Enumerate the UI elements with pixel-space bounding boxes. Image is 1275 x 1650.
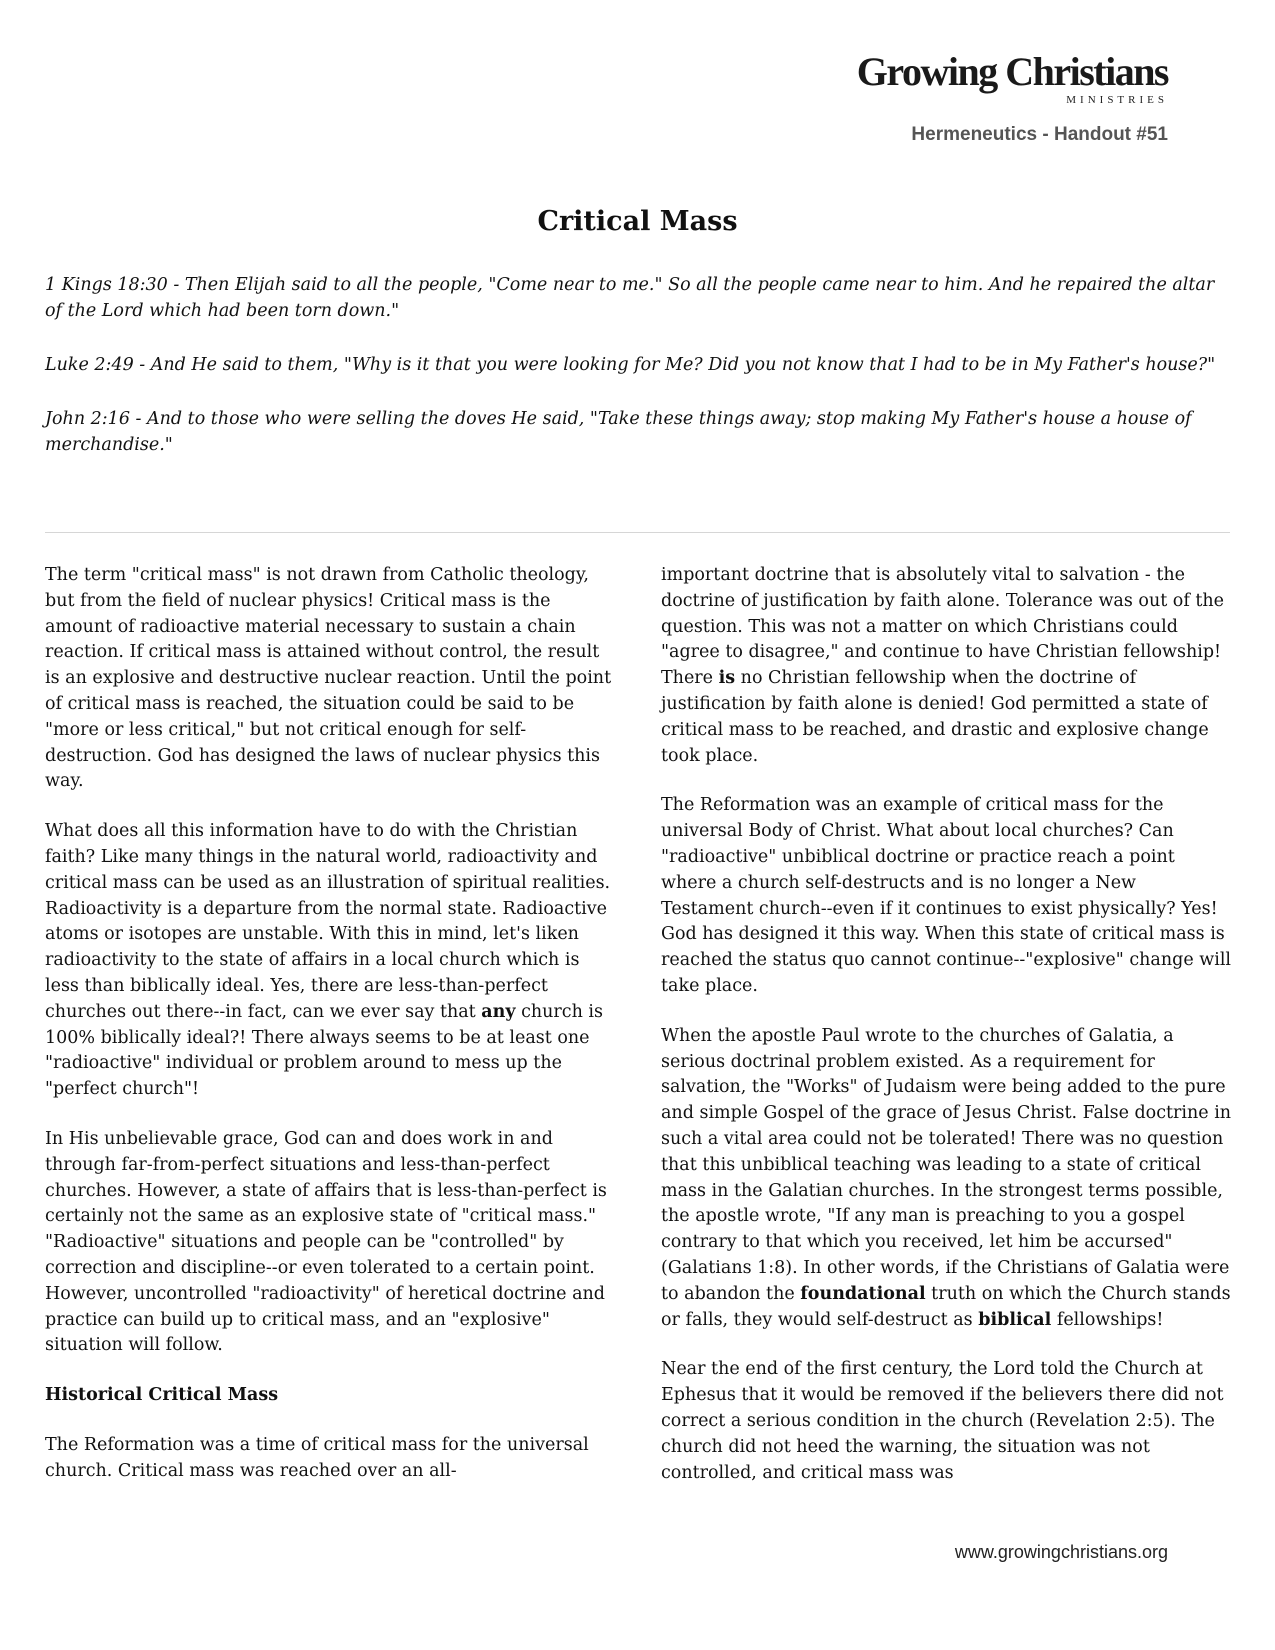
section-heading-historical: Historical Critical Mass (45, 1385, 279, 1406)
emphasis-biblical: biblical (978, 1309, 1052, 1330)
text-span: truth on which the Church stands or falls, they would self-destruct as (661, 1283, 1231, 1330)
text-span: fellowships! (1051, 1309, 1164, 1330)
text-span: no Christian fellowship when the doctrine of justification by faith alone is denied! God permitted a state of critical mass to be reached, and drastic and explosive change took place. (661, 668, 1209, 766)
text-span: church is 100% biblically ideal?! There always seems to be at least one "radioactive" individual or problem around to mess up the "perfect church"! (45, 1001, 603, 1100)
verse-luke: Luke 2:49 - And He said to them, "Why is it that you were looking for Me? Did you not know that I had to be in My Father's house?" (45, 355, 1216, 375)
ministry-logo (856, 49, 1168, 106)
logo-wordmark: Growing Christians (856, 49, 1168, 94)
paragraph-ephesus: Near the end of the first century, the Lord told the Church at Ephesus that it would be removed if the believers there did not correct a serious condition in the church (Revelation 2:5). The church did not heed the warning, the situation was not controlled, and critical mass was (661, 1359, 1224, 1483)
emphasis-foundational: foundational (800, 1283, 926, 1304)
text-span: When the apostle Paul wrote to the churches of Galatia, a serious doctrinal problem existed. As a requirement for salvation, the "Works" of Judaism were being added to the pure and simple Gospel of the grace of Jesus Christ. False doctrine in such a vital area could not be tolerated! There was no question that this unbiblical teaching was leading to a state of critical mass in the Galatian churches. In the strongest terms possible, the apostle wrote, "If any man is preaching to you a gospel contrary to that which you received, let him be accursed" (Galatians 1:8). In other words, if the Christians of Galatia were to abandon the (661, 1025, 1232, 1304)
scripture-verses (45, 272, 1230, 486)
verse-1-kings: 1 Kings 18:30 - Then Elijah said to all the people, "Come near to me." So all the people came near to him. And he repaired the altar of the Lord which had been torn down." (45, 275, 1215, 321)
emphasis-is: is (718, 668, 736, 689)
section-divider (45, 532, 1230, 533)
emphasis-any: any (481, 1001, 516, 1022)
handout-label: Hermeneutics - Handout #51 (911, 124, 1168, 145)
verse-john: John 2:16 - And to those who were selling the doves He said, "Take these things away; stop making My Father's house a house of merchandise." (45, 409, 1192, 455)
right-column (661, 563, 1233, 1486)
paragraph-justification (661, 563, 1233, 769)
paragraph-critical-mass-definition: The term "critical mass" is not drawn from Catholic theology, but from the field of nuclear physics! Critical mass is the amount of radioactive material necessary to sustain a chain reaction. If critical mass is attained without control, the result is an explosive and destructive nuclear reaction. Until the point of critical mass is reached, the situation could be said to be "more or less critical," but not critical enough for self-destruction. God has designed the laws of nuclear physics this way. (45, 565, 612, 792)
page-title: Critical Mass (537, 206, 738, 237)
left-column (45, 563, 617, 1485)
text-span: What does all this information have to do with the Christian faith? Like many things in the natural world, radioactivity and critical mass can be used as an illustration of spiritual realities. Radioactivity is a departure from the normal state. Radioactive atoms or isotopes are unstable. With this in mind, let's liken radioactivity to the state of affairs in a local church which is less than biblically ideal. Yes, there are less-than-perfect churches out there--in fact, can we ever say that (45, 821, 611, 1022)
text-span: important doctrine that is absolutely vital to salvation - the doctrine of justification by faith alone. Tolerance was out of the question. This was not a matter on which Christians could "agree to disagree," and continue to have Christian fellowship! There (661, 565, 1225, 689)
paragraph-christian-faith (45, 819, 617, 1103)
paragraph-galatia (661, 1024, 1233, 1334)
paragraph-local-churches: The Reformation was an example of critical mass for the universal Body of Christ. What about local churches? Can "radioactive" unbiblical doctrine or practice reach a point where a church self-destructs and is no longer a New Testament church--even if it continues to exist physically? Yes! God has designed it this way. When this state of critical mass is reached the status quo cannot continue--"explosive" change will take place. (661, 795, 1232, 996)
paragraph-reformation-start: The Reformation was a time of critical mass for the universal church. Critical mass was reached over an all- (45, 1434, 589, 1481)
paragraph-grace: In His unbelievable grace, God can and does work in and through far-from-perfect situations and less-than-perfect churches. However, a state of affairs that is less-than-perfect is certainly not the same as an explosive state of "critical mass." "Radioactive" situations and people can be "controlled" by correction and discipline--or even tolerated to a certain point. However, uncontrolled "radioactivity" of heretical doctrine and practice can build up to critical mass, and an "explosive" situation will follow. (45, 1128, 607, 1356)
logo-subtitle: MINISTRIES (1066, 94, 1168, 106)
footer-url: www.growingchristians.org (954, 1542, 1168, 1562)
